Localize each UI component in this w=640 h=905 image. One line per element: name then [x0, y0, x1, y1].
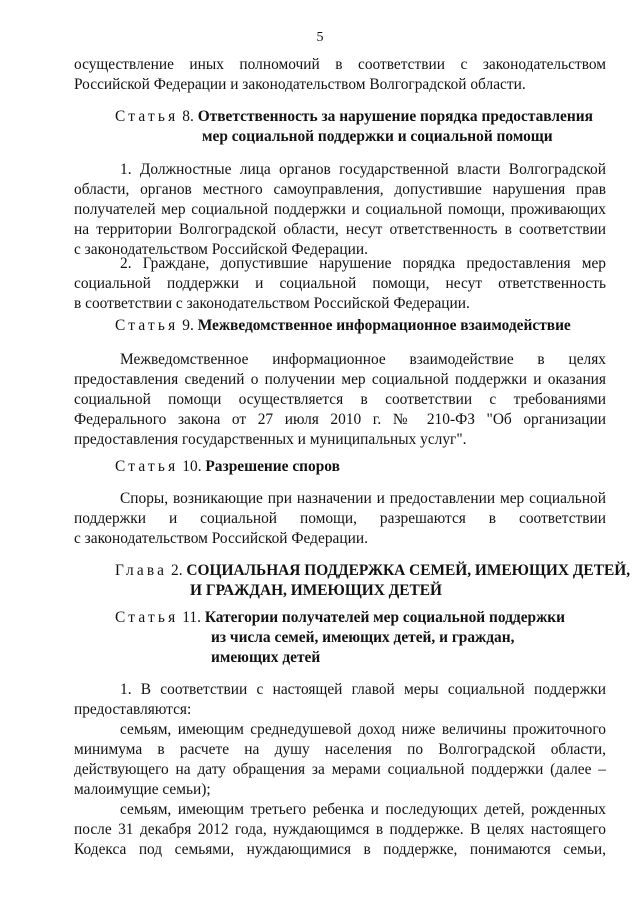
text-line: Российской Федерации и законодательством Волгоградской области.	[74, 76, 526, 93]
article-title: Разрешение споров	[205, 458, 340, 475]
article-title-line-2: из числа семей, имеющих детей, и граждан,	[211, 629, 515, 646]
article-8-paragraph-2	[74, 254, 606, 314]
article-8-paragraph-1	[74, 160, 606, 260]
text-line: 2. Граждане, допустившие нарушение порядка предоставления мер	[120, 255, 606, 272]
text-line: 1. В соответствии с настоящей главой меры социальной поддержки	[120, 681, 606, 698]
article-8-heading	[115, 107, 615, 147]
intro-paragraph	[74, 55, 606, 95]
article-title: Межведомственное информационное взаимодействие	[197, 317, 571, 334]
chapter-2-heading	[115, 561, 631, 601]
text-line: области, органов местного самоуправления, допустившие нарушения прав	[74, 181, 606, 198]
article-10-heading	[115, 457, 615, 477]
chapter-title-line-2: И ГРАЖДАН, ИМЕЮЩИХ ДЕТЕЙ	[190, 582, 443, 599]
text-line: минимума в расчете на душу населения по Волгоградской области,	[74, 741, 606, 758]
text-line: предоставляются:	[74, 701, 192, 718]
article-number: 10.	[182, 458, 202, 475]
article-number: 9.	[182, 317, 194, 334]
chapter-word: Глава	[115, 562, 168, 579]
text-line: 1. Должностные лица органов государственной власти Волгоградской	[120, 161, 606, 178]
text-line: Межведомственное информационное взаимодействие в целях	[120, 351, 606, 368]
text-line: Споры, возникающие при назначении и предоставлении мер социальной	[120, 490, 606, 507]
article-title-line-3: имеющих детей	[211, 649, 321, 666]
text-line: предоставления государственных и муниципальных услуг".	[74, 431, 467, 448]
text-line: в соответствии с законодательством Российской Федерации.	[74, 295, 470, 312]
text-line: осуществление иных полномочий в соответствии с законодательством	[74, 56, 606, 73]
text-line: социальной помощи осуществляется в соответствии с требованиями	[74, 391, 606, 408]
article-word: Статья	[115, 108, 179, 125]
chapter-number: 2.	[171, 562, 183, 579]
article-11-heading	[115, 608, 615, 668]
article-9-heading	[115, 316, 615, 336]
article-word: Статья	[115, 458, 179, 475]
article-9-paragraph-1	[74, 350, 606, 450]
text-line: Кодекса под семьями, нуждающимися в поддержке, понимаются семьи,	[74, 841, 606, 858]
text-line: предоставления сведений о получении мер социальной поддержки и оказания	[74, 371, 606, 388]
text-line: после 31 декабря 2012 года, нуждающимся в поддержке. В целях настоящего	[74, 821, 606, 838]
article-number: 8.	[182, 108, 194, 125]
chapter-title: СОЦИАЛЬНАЯ ПОДДЕРЖКА СЕМЕЙ, ИМЕЮЩИХ ДЕТЕЙ,	[186, 562, 631, 579]
article-word: Статья	[115, 609, 179, 626]
article-11-paragraph-1	[74, 680, 606, 720]
text-line: на территории Волгоградской области, несут ответственность в соответствии	[74, 221, 606, 238]
text-line: поддержки и социальной помощи, разрешаются в соответствии	[74, 510, 606, 527]
text-line: получателей мер социальной поддержки и социальной помощи, проживающих	[74, 201, 606, 218]
article-10-paragraph-1	[74, 489, 606, 549]
text-line: семьям, имеющим третьего ребенка и последующих детей, рожденных	[120, 801, 606, 818]
text-line: с законодательством Российской Федерации.	[74, 241, 368, 258]
text-line: социальной поддержки и социальной помощи, несут ответственность	[74, 275, 606, 292]
article-word: Статья	[115, 317, 179, 334]
text-line: Федерального закона от 27 июля 2010 г. № 210-ФЗ "Об организации	[74, 411, 606, 428]
article-11-paragraph-2	[74, 720, 606, 800]
page-number: 5	[316, 30, 324, 45]
text-line: малоимущие семьи);	[74, 781, 211, 798]
text-line: с законодательством Российской Федерации.	[74, 530, 368, 547]
text-line: семьям, имеющим среднедушевой доход ниже величины прожиточного	[120, 721, 606, 738]
article-11-paragraph-3	[74, 800, 606, 860]
article-title: Категории получателей мер социальной поддержки	[204, 609, 565, 626]
article-title: Ответственность за нарушение порядка предоставления	[197, 108, 593, 125]
article-number: 11.	[182, 609, 201, 626]
text-line: действующего на дату обращения за мерами социальной поддержки (далее –	[74, 761, 606, 778]
article-title-line-2: мер социальной поддержки и социальной помощи	[202, 128, 553, 145]
